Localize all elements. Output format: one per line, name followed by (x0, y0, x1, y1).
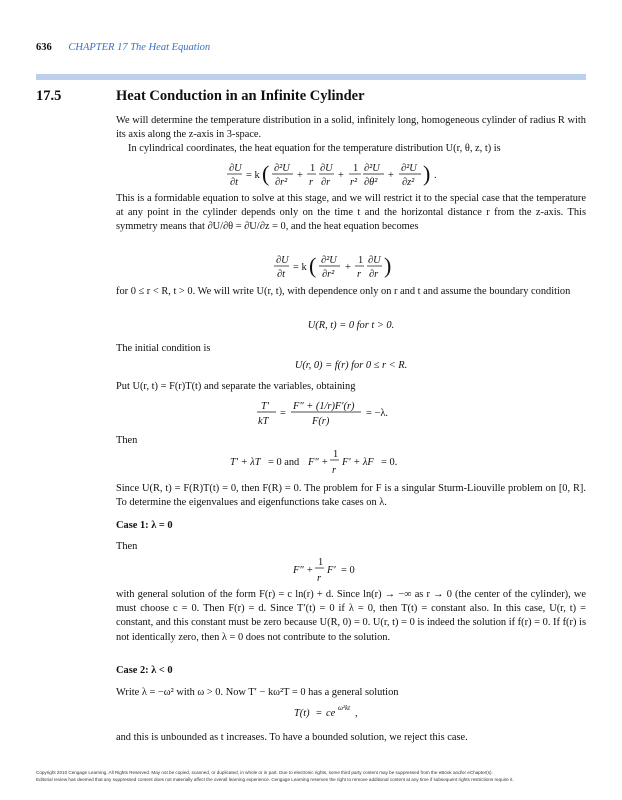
svg-text:.: . (434, 170, 437, 181)
separation-equation (116, 397, 586, 429)
svg-text:∂U: ∂U (276, 255, 289, 266)
case1-equation (116, 553, 586, 585)
running-header (36, 42, 210, 53)
svg-text:): ) (423, 161, 431, 186)
svg-text:r: r (309, 177, 314, 188)
svg-text:= 0: = 0 (341, 565, 355, 576)
paragraph-then: Then (116, 435, 138, 446)
svg-text:∂θ²: ∂θ² (364, 177, 378, 188)
svg-text:∂²U: ∂²U (401, 163, 417, 174)
svg-text:+: + (345, 262, 351, 273)
svg-text:r²: r² (350, 177, 358, 188)
section-number: 17.5 (36, 88, 62, 104)
svg-text:∂t: ∂t (230, 177, 239, 188)
svg-text:F′ + λF: F′ + λF (342, 457, 374, 468)
svg-text:+: + (338, 170, 344, 181)
svg-text:∂U: ∂U (320, 163, 333, 174)
svg-text:=: = (316, 708, 322, 719)
svg-text:∂U: ∂U (229, 163, 242, 174)
svg-text:r: r (332, 465, 337, 476)
svg-text:(: ( (309, 253, 317, 278)
svg-text:∂r: ∂r (369, 269, 379, 280)
paragraph-case1-then: Then (116, 541, 138, 552)
svg-text:r: r (357, 269, 362, 280)
svg-text:ω²kt: ω²kt (338, 704, 351, 712)
svg-text:= 0.: = 0. (381, 457, 398, 468)
svg-text:1: 1 (318, 557, 324, 568)
header-rule (36, 74, 586, 80)
paragraph-initial: The initial condition is (116, 343, 211, 354)
svg-text:1: 1 (333, 449, 339, 460)
svg-text:∂r²: ∂r² (322, 269, 335, 280)
svg-text:= k: = k (293, 262, 307, 273)
svg-text:∂²U: ∂²U (364, 163, 380, 174)
paragraph-case2-write: Write λ = −ω² with ω > 0. Now T′ − kω²T = 0 has a general solution (116, 687, 399, 698)
svg-text:+: + (297, 170, 303, 181)
chapter-title: CHAPTER 17 The Heat Equation (68, 42, 211, 53)
svg-text:T′ + λT: T′ + λT (230, 457, 261, 468)
svg-text:T(t): T(t) (294, 708, 310, 719)
svg-text:= 0 and: = 0 and (268, 457, 300, 468)
paragraph-sturm-liouville: Since U(R, t) = F(R)T(t) = 0, then F(R) = 0. The problem for F is a singular Sturm-Liouville problem on [0, R]. To determine the eigenvalues and eigenfunctions take cases on λ. (116, 483, 586, 509)
copyright-line-2: Editorial review has deemed that any suppressed content does not materially affect the overall learning experience. Cengage Learning reserves the right to remove additional content at any time if subsequent rights restrictions require it. (36, 777, 514, 782)
paragraph-case1-solution: with general solution of the form F(r) = c ln(r) + d. Since ln(r) → −∞ as r → 0 (the center of the cylinder), we must choose c = 0. Then F(r) = d. Since T′(t) = 0 if λ = 0, then T(t) = constant also. In this case, U(r, t) = constant, and this constant must be zero because U(R, 0) = 0. U(r, t) = 0 is indeed the solution if f(r) = 0. If f(r) is not identically zero, then λ = 0 does not contribute to the solution. (116, 589, 586, 643)
svg-text:,: , (355, 708, 358, 719)
svg-text:+: + (388, 170, 394, 181)
svg-text:∂z²: ∂z² (402, 177, 415, 188)
paragraph-domain: for 0 ≤ r < R, t > 0. We will write U(r, t), with dependence only on r and t and assume the boundary condition (116, 286, 571, 297)
case2-heading: Case 2: λ < 0 (116, 665, 173, 676)
section-title: Heat Conduction in an Infinite Cylinder (116, 88, 365, 104)
svg-text:ce: ce (326, 708, 336, 719)
svg-text:∂t: ∂t (277, 269, 286, 280)
paragraph-intro: We will determine the temperature distribution in a solid, infinitely long, homogeneous cylinder of radius R with its axis along the z-axis in 3-space. (116, 115, 586, 141)
svg-text:(: ( (262, 161, 270, 186)
svg-text:kT: kT (258, 416, 269, 427)
initial-condition: U(r, 0) = f(r) for 0 ≤ r < R. (294, 360, 408, 371)
case1-heading: Case 1: λ = 0 (116, 520, 173, 531)
svg-text:∂r: ∂r (321, 177, 331, 188)
svg-text:T′: T′ (261, 401, 270, 412)
page-number: 636 (36, 42, 52, 53)
svg-text:F′: F′ (327, 565, 336, 576)
paragraph-cylindrical: In cylindrical coordinates, the heat equation for the temperature distribution U(r, θ, z, t) is (128, 143, 501, 154)
svg-text:1: 1 (310, 163, 316, 174)
svg-text:F″ +: F″ + (308, 457, 329, 468)
heat-equation-reduced (116, 252, 586, 282)
svg-text:1: 1 (353, 163, 359, 174)
paragraph-case2-reject: and this is unbounded as t increases. To have a bounded solution, we reject this case. (116, 732, 468, 743)
svg-text:∂U: ∂U (368, 255, 381, 266)
svg-text:F″ +: F″ + (293, 565, 314, 576)
svg-text:∂r²: ∂r² (275, 177, 288, 188)
svg-text:= −λ.: = −λ. (366, 408, 388, 419)
paragraph-symmetry: This is a formidable equation to solve at this stage, and we will restrict it to the special case that the temperature at any point in the cylinder depends only on the time t and the horizontal distance r from the z-axis. This symmetry means that ∂U/∂θ = ∂U/∂z = 0, and the heat equation becomes (116, 193, 586, 233)
svg-text:r: r (317, 573, 322, 584)
svg-text:1: 1 (358, 255, 364, 266)
svg-text:F(r): F(r) (312, 416, 330, 427)
svg-text:= k: = k (246, 170, 260, 181)
copyright-line-1: Copyright 2010 Cengage Learning. All Rights Reserved. May not be copied, scanned, or duplicated, in whole or in part. Due to electronic rights, some third party content may be suppressed from the eBook and/or eChapter(s). (36, 770, 493, 775)
svg-text:=: = (280, 408, 286, 419)
svg-text:∂²U: ∂²U (321, 255, 337, 266)
boundary-condition: U(R, t) = 0 for t > 0. (307, 320, 395, 331)
paragraph-separate: Put U(r, t) = F(r)T(t) and separate the variables, obtaining (116, 381, 356, 392)
case2-equation (116, 700, 586, 722)
separated-odes (116, 445, 586, 477)
svg-text:∂²U: ∂²U (274, 163, 290, 174)
heat-equation-cylindrical (116, 160, 586, 190)
svg-text:F″ + (1/r)F′(r): F″ + (1/r)F′(r) (293, 401, 355, 412)
svg-text:): ) (384, 253, 392, 278)
